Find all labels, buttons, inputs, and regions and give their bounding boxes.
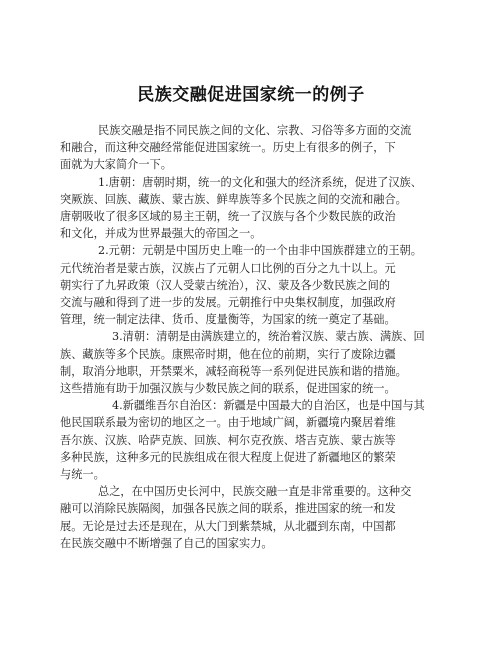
- text-line: 突厥族、回族、藏族、蒙古族、鲜卑族等多个民族之间的交流和融合。: [60, 192, 407, 206]
- text-line: 吾尔族、汉族、哈萨克族、回族、柯尔克孜族、塔吉克族、蒙古族等: [60, 433, 396, 447]
- text-line: 这些措施有助于加强汉族与少数民族之间的联系，促进国家的统一。: [60, 382, 396, 396]
- text-line: 面就为大家简介一下。: [60, 158, 172, 172]
- document-title: 民族交融促进国家统一的例子: [137, 85, 365, 105]
- text-line: 制，取消分地职，开禁粟米，减轻商税等一系列促进民族和谐的措施。: [60, 364, 407, 378]
- paragraph-xinjiang: [60, 397, 440, 483]
- text-line: 交流与融和得到了进一步的发展。元朝推行中央集权制度，加强政府: [60, 296, 396, 310]
- text-line: 朝实行了九昇政策（汉人受蒙古统治），汉、蒙及各少数民族之间的: [60, 278, 391, 292]
- text-line: 融可以消除民族隔阂，加强各民族之间的联系，推进国家的统一和发: [60, 502, 396, 516]
- text-line: 4.新疆维吾尔自治区：新疆是中国最大的自治区，也是中国与其: [112, 399, 425, 413]
- text-line: 元代统治者是蒙古族，汉族占了元朝人口比例的百分之九十以上。元: [60, 261, 396, 275]
- text-line: 民族交融是指不同民族之间的文化、宗教、习俗等多方面的交流: [98, 124, 412, 137]
- text-line: 1.唐朝：唐朝时期，统一的文化和强大的经济系统，促进了汉族、: [98, 175, 422, 189]
- text-line: 在民族交融中不断增强了自己的国家实力。: [60, 536, 273, 550]
- paragraph-tang: [60, 174, 440, 243]
- text-line: 多种民族，这种多元的民族组成在很大程度上促进了新疆地区的繁荣: [60, 450, 396, 464]
- text-line: 管理，统一制定法律、货币、度量衡等，为国家的统一奠定了基础。: [60, 313, 396, 327]
- paragraph-intro: [60, 122, 440, 174]
- text-line: 展。无论是过去还是现在，从大门到紫禁城，从北疆到东南，中国都: [60, 519, 396, 533]
- text-line: 和融合，而这种交融经常能促进国家统一。历史上有很多的例子，下: [60, 141, 396, 155]
- text-line: 总之，在中国历史长河中，民族交融一直是非常重要的。这种交: [98, 485, 412, 499]
- text-line: 3.清朝：清朝是由满族建立的，统治着汉族、蒙古族、满族、回: [112, 330, 425, 344]
- text-line: 和文化，并成为世界最强大的帝国之一。: [60, 227, 262, 241]
- text-line: 族、藏族等多个民族。康熙帝时期，他在位的前期，实行了废除边疆: [60, 347, 396, 361]
- text-line: 他民国联系最为密切的地区之一。由于地域广阔，新疆境内聚居着维: [60, 416, 396, 430]
- text-line: 2.元朝：元朝是中国历史上唯一的一个由非中国族群建立的王朝。: [98, 244, 422, 258]
- paragraph-qing: [60, 328, 440, 397]
- paragraph-yuan: [60, 242, 440, 328]
- paragraph-conclusion: [60, 483, 440, 552]
- document-body: [60, 122, 440, 552]
- text-line: 与统一。: [60, 468, 105, 482]
- text-line: 唐朝吸收了很多区域的易主王朝，统一了汉族与各个少数民族的政治: [60, 210, 396, 224]
